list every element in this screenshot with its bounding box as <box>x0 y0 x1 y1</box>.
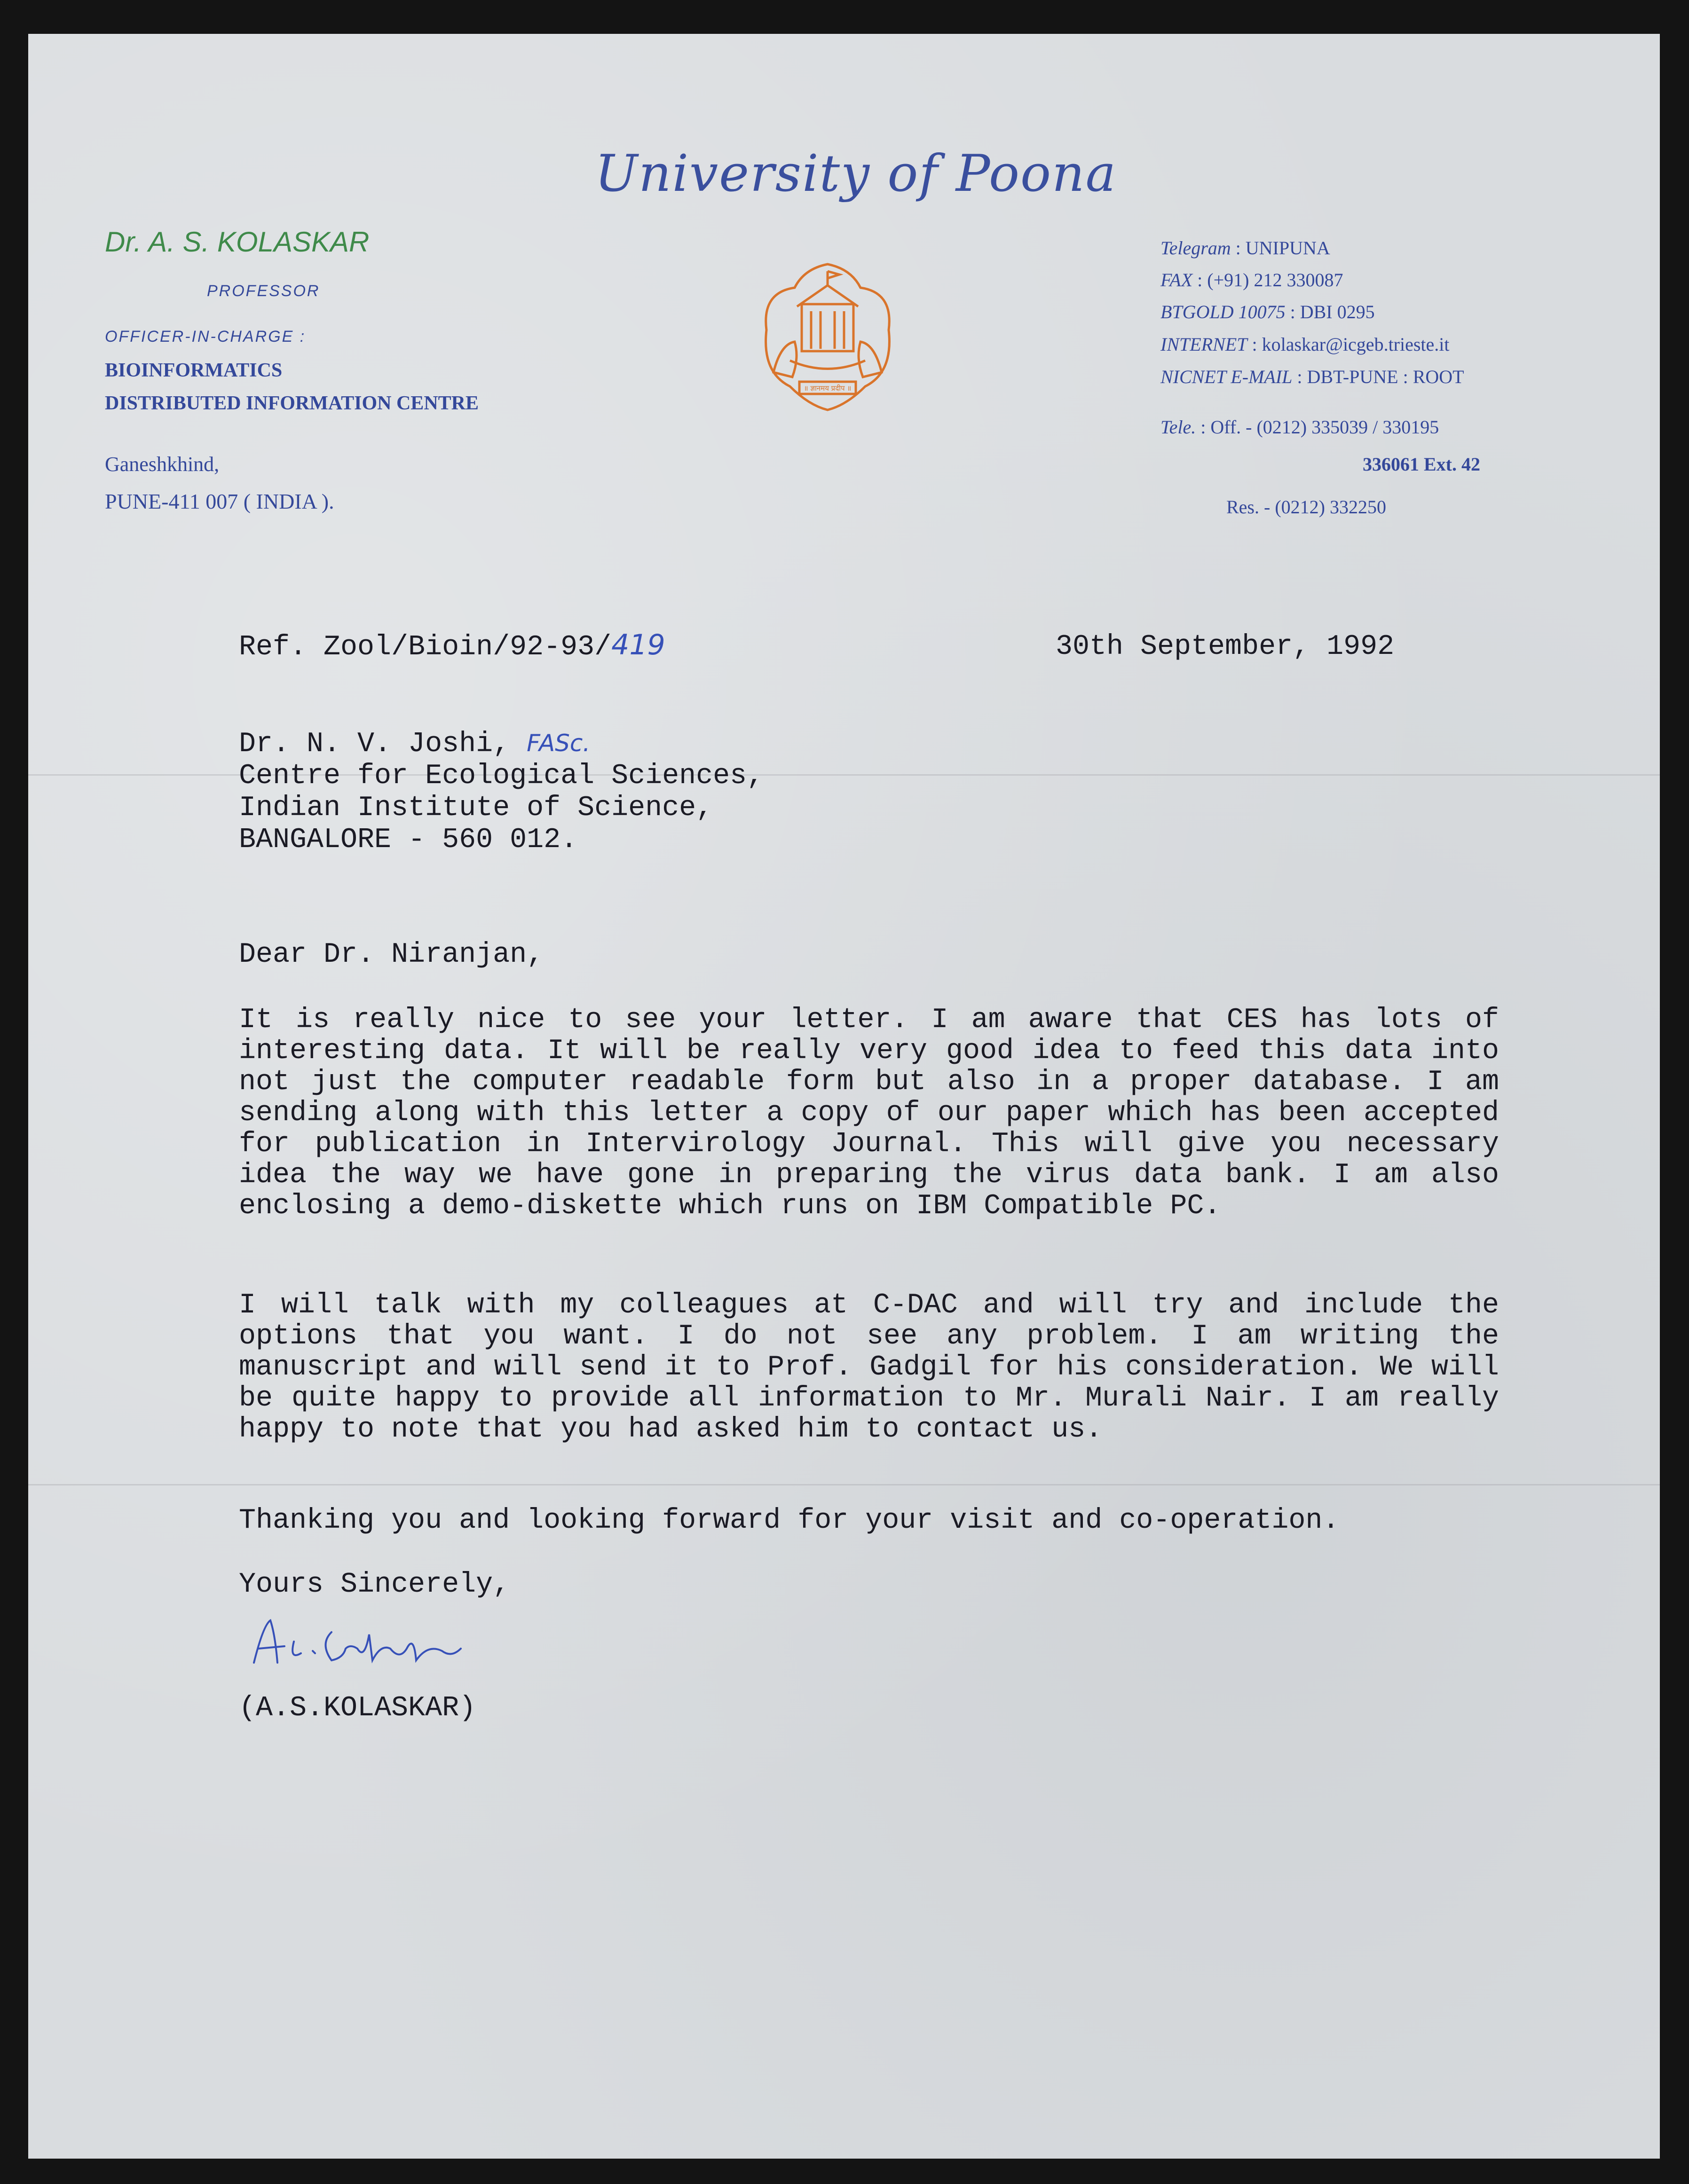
seal-motto: ॥ ज्ञानमय प्रदीप ॥ <box>804 384 852 393</box>
letter-page <box>28 34 1660 2159</box>
nicnet-value: : DBT-PUNE : ROOT <box>1297 366 1464 387</box>
body-paragraph-3: Thanking you and looking forward for your visit and co-operation. <box>239 1505 1340 1537</box>
paper-fold <box>28 1484 1660 1485</box>
recipient-line-2: Centre for Ecological Sciences, <box>239 760 764 792</box>
tele-label: Tele. <box>1160 416 1196 438</box>
address-line-2: PUNE-411 007 ( INDIA ). <box>105 489 334 513</box>
recipient-name-line <box>239 727 764 760</box>
reference-text: Ref. Zool/Bioin/92-93/ <box>239 631 612 663</box>
signatory-name: (A.S.KOLASKAR) <box>239 1692 476 1724</box>
professor-name: Dr. A. S. KOLASKAR <box>105 226 370 258</box>
fax-value: : (+91) 212 330087 <box>1197 269 1343 291</box>
university-title: University of Poona <box>595 144 1117 203</box>
tele-value: : Off. - (0212) 335039 / 330195 <box>1200 416 1439 438</box>
reference-handwritten: 419 <box>611 628 665 661</box>
btgold-value: : DBI 0295 <box>1290 301 1375 322</box>
salutation: Dear Dr. Niranjan, <box>239 939 544 971</box>
internet-value: : kolaskar@icgeb.trieste.it <box>1252 334 1450 355</box>
btgold-label: BTGOLD 10075 <box>1160 301 1286 322</box>
department-dic: DISTRIBUTED INFORMATION CENTRE <box>105 393 479 414</box>
professor-title: PROFESSOR <box>207 282 320 300</box>
body-paragraph-2: I will talk with my colleagues at C-DAC and will try and include the options that you want. I do not see any problem. I am writing the manuscript and will send it to Prof. Gadgil for his consideration. We will be quite happy to provide all information to Mr. Murali Nair. I am really happy to note that you had asked him to contact us. <box>239 1289 1499 1446</box>
contact-nicnet <box>1160 366 1464 388</box>
telegram-value: : UNIPUNA <box>1235 237 1330 259</box>
recipient-address <box>239 727 764 856</box>
fax-label: FAX <box>1160 269 1193 291</box>
contact-telegram <box>1160 237 1330 259</box>
contact-tele-ext: 336061 Ext. 42 <box>1363 454 1480 475</box>
closing: Yours Sincerely, <box>239 1569 510 1601</box>
contact-residence: Res. - (0212) 332250 <box>1226 496 1386 518</box>
university-seal-icon <box>748 259 908 415</box>
recipient-handwritten-title: FASc. <box>527 730 591 757</box>
contact-fax <box>1160 269 1343 291</box>
body-paragraph-1: It is really nice to see your letter. I am aware that CES has lots of interesting data. It will be really very good idea to feed this data into not just the computer readable form but also in a proper database. I am sending along with this letter a copy of our paper which has been accepted for publication in Intervirology Journal. This will give you necessary idea the way we have gone in preparing the virus data bank. I am also enclosing a demo-diskette which runs on IBM Compatible PC. <box>239 1004 1499 1222</box>
letter-date: 30th September, 1992 <box>1056 631 1395 663</box>
address-line-1: Ganeshkhind, <box>105 453 220 476</box>
department-bioinformatics: BIOINFORMATICS <box>105 360 283 381</box>
contact-tele <box>1160 416 1439 438</box>
recipient-line-3: Indian Institute of Science, <box>239 792 713 824</box>
reference-number <box>239 628 665 663</box>
contact-internet <box>1160 333 1450 355</box>
telegram-label: Telegram <box>1160 237 1231 259</box>
recipient-name: Dr. N. V. Joshi, <box>239 728 510 760</box>
internet-label: INTERNET <box>1160 334 1247 355</box>
contact-btgold <box>1160 301 1375 323</box>
signature-icon <box>249 1616 560 1672</box>
recipient-line-4: BANGALORE - 560 012. <box>239 824 578 856</box>
nicnet-label: NICNET E-MAIL <box>1160 366 1293 387</box>
officer-label: OFFICER-IN-CHARGE : <box>105 328 306 346</box>
